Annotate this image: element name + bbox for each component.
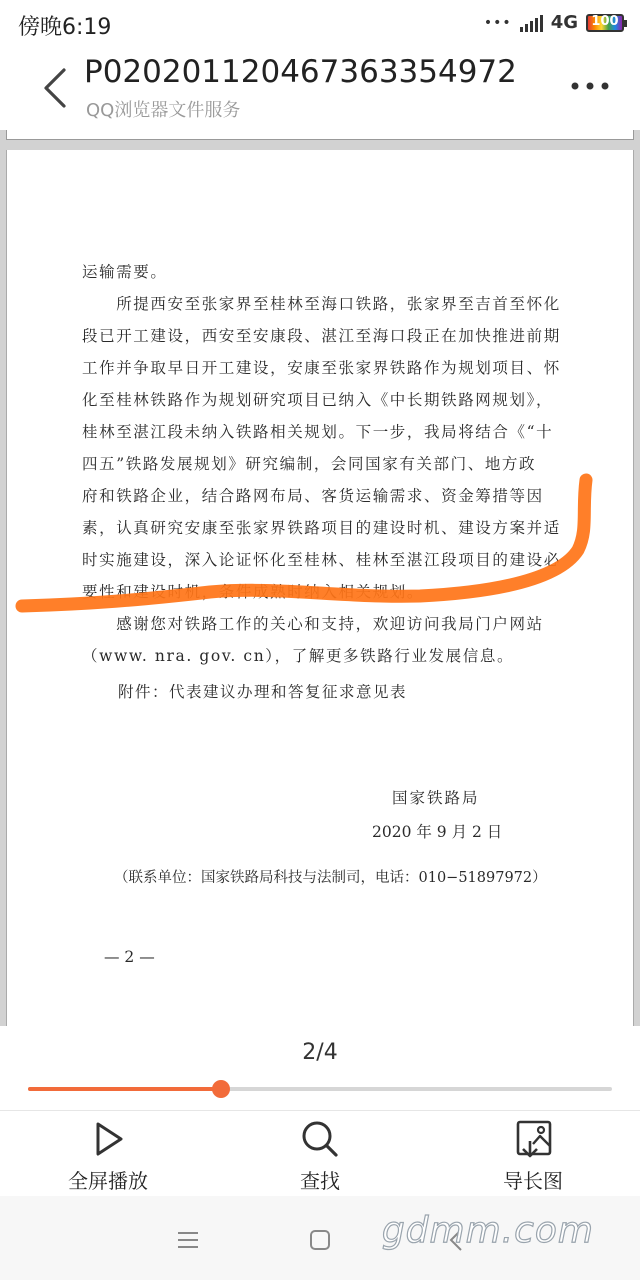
doc-line: 要性和建设时机，条件成熟时纳入相关规划。	[82, 583, 425, 601]
home-button[interactable]	[300, 1220, 340, 1260]
doc-line: 化至桂林铁路作为规划研究项目已纳入《中长期铁路网规划》，	[82, 391, 554, 409]
attachment-note: 附件：代表建议办理和答复征求意见表	[118, 683, 408, 701]
search-icon	[300, 1119, 340, 1159]
network-type: 4G	[550, 12, 578, 33]
signal-icon	[520, 14, 543, 32]
fullscreen-play-label: 全屏播放	[68, 1169, 148, 1193]
file-title: P020201120467363354972	[84, 54, 517, 90]
doc-line: 感谢您对铁路工作的关心和支持，欢迎访问我局门户网站	[82, 615, 544, 633]
square-icon	[309, 1229, 331, 1251]
previous-page-edge	[6, 130, 634, 140]
status-time: 傍晚6:19	[18, 15, 112, 40]
chevron-left-icon	[40, 66, 68, 110]
play-icon	[88, 1119, 128, 1159]
doc-line: 四五”铁路发展规划》研究编制，会同国家有关部门、地方政	[82, 455, 537, 473]
doc-line: 时实施建设，深入论证怀化至桂林、桂林至湛江段项目的建设必	[82, 551, 561, 569]
back-button[interactable]	[30, 58, 78, 118]
export-long-image-label: 导长图	[503, 1169, 563, 1193]
doc-line: 工作并争取早日开工建设，安康至张家界铁路作为规划项目、怀	[82, 359, 561, 377]
status-bar	[0, 0, 640, 46]
more-options-button[interactable]	[566, 66, 614, 106]
page-slider[interactable]	[28, 1087, 612, 1091]
more-notifications-icon: •••	[483, 14, 512, 31]
menu-icon	[177, 1231, 199, 1249]
doc-line: 桂林至湛江段未纳入铁路相关规划。下一步，我局将结合《“十	[82, 423, 554, 441]
export-image-icon	[513, 1119, 553, 1159]
export-long-image-button[interactable]	[463, 1119, 603, 1195]
bottom-toolbar	[0, 1110, 640, 1196]
fullscreen-play-button[interactable]	[38, 1119, 178, 1195]
file-source: QQ浏览器文件服务	[86, 100, 241, 121]
doc-line: 所提西安至张家界至桂林至海口铁路，张家界至吉首至怀化	[82, 295, 561, 313]
doc-line: 素，认真研究安康至张家界铁路项目的建设时机、建设方案并适	[82, 519, 561, 537]
doc-line: 运输需要。	[82, 263, 168, 281]
signature-date: 2020 年 9 月 2 日	[372, 823, 503, 841]
page-indicator: 2/4	[302, 1040, 338, 1065]
page-number: — 2 —	[104, 948, 155, 966]
menu-button[interactable]	[168, 1220, 208, 1260]
watermark: gdmm.com	[381, 1210, 594, 1251]
more-horizontal-icon	[570, 81, 610, 91]
system-nav-bar	[0, 1196, 640, 1280]
signature-org: 国家铁路局	[392, 789, 480, 807]
page-slider-fill	[28, 1087, 221, 1091]
doc-line: 府和铁路企业，结合路网布局、客货运输需求、资金筹措等因	[82, 487, 544, 505]
contact-info: （联系单位：国家铁路局科技与法制司，电话：010−51897972）	[114, 870, 547, 886]
page-slider-thumb[interactable]	[212, 1080, 230, 1098]
battery-level: 100	[591, 13, 619, 29]
app-header	[0, 46, 640, 130]
status-indicators	[484, 12, 624, 33]
doc-line: （www. nra. gov. cn），了解更多铁路行业发展信息。	[82, 647, 515, 665]
search-label: 查找	[300, 1169, 340, 1193]
battery-icon	[586, 14, 624, 32]
doc-line: 段已开工建设，西安至安康段、湛江至海口段正在加快推进前期	[82, 327, 561, 345]
document-viewer[interactable]	[0, 130, 640, 1026]
search-button[interactable]	[250, 1119, 390, 1195]
